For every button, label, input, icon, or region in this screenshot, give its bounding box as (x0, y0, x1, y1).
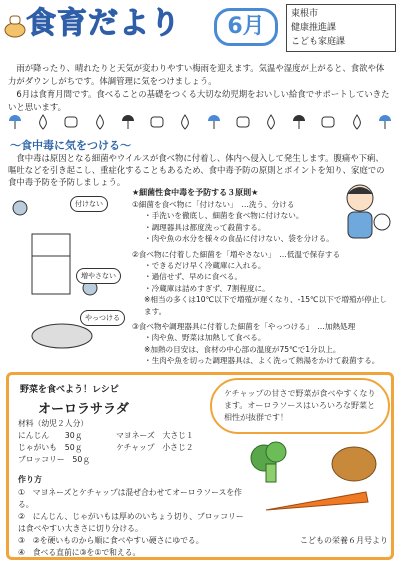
step: ④ 食べる直前に③を①で和える。 (18, 548, 141, 557)
step: ② にんじん、じゃがいもは厚めのいちょう切り、ブロッコリーは食べやすい大きさに切り分ける。 (18, 512, 244, 533)
pot-icon (4, 12, 26, 38)
step: ① マヨネーズとケチャップは混ぜ合わせてオーロラソースを作る。 (18, 488, 242, 509)
bread-icon (150, 114, 164, 128)
recipe-tip-bubble: ケチャップの甘さで野菜が食べやすくなります。オーロラソースはいろいろな野菜と相性が抜群です！ (210, 378, 390, 434)
ingredient: にんじん 30ｇ (18, 431, 83, 440)
rule-item: ・肉や魚の水分を様々の食品に付けない、袋を分ける。 (144, 234, 334, 244)
ingredient: ブロッコリー 50ｇ (18, 455, 91, 464)
recipe-title: オーロラサラダ (38, 402, 129, 417)
drop-icon (265, 114, 277, 130)
rules-list (132, 199, 394, 367)
drop-icon (37, 114, 49, 130)
month-badge: 6月 (214, 8, 278, 46)
ingredient: ケチャップ 小さじ２ (116, 443, 194, 452)
rule-head: ③食べ物や調理器具に付着した細菌を「やっつける」 …加熱処理 (132, 322, 356, 332)
rule-item: ・生肉や魚を切った調理器具は、よく洗って熱湯をかけて殺菌する。 (144, 356, 380, 366)
rule-item: ・過信せず、早めに食べる。 (144, 272, 243, 282)
ingredient: マヨネーズ 大さじ１ (116, 431, 194, 440)
bread-icon (64, 114, 78, 128)
umbrella-icon (121, 114, 135, 130)
source-credit: こどもの栄養６月号より (300, 536, 388, 545)
drop-icon (94, 114, 106, 130)
drop-icon (179, 114, 191, 130)
recipe-steps (18, 487, 248, 559)
umbrella-icon (292, 114, 306, 130)
prevention-illustration (10, 188, 128, 358)
recipe-ingredients (18, 418, 194, 466)
rules-title: ★細菌性食中毒を予防する３原則★ (132, 188, 259, 197)
label-dont-attach: 付けない (70, 196, 108, 212)
umbrella-icon (378, 114, 392, 130)
rule-item: ※相当の多くは10℃以下で増殖が遅くなり、-15℃以下で増殖が停止します。 (144, 295, 387, 316)
intro-text (8, 62, 392, 114)
drop-icon (351, 114, 363, 130)
rule-item: ・肉や魚、野菜は加熱して食べる。 (144, 333, 266, 343)
section-title: ～食中毒に気をつける～ (10, 139, 131, 152)
rule-head: ②食べ物に付着した細菌を「増やさない」 …低温で保存する (132, 249, 341, 259)
steps-head: 作り方 (18, 475, 42, 484)
rule-item: ・調理器具は都度洗って殺菌する。 (144, 222, 266, 232)
rule-item: ・手洗いを徹底し、細菌を食べ物に付けない。 (144, 211, 304, 221)
rule-item: ・できるだけ早く冷蔵庫に入れる。 (144, 261, 266, 271)
issuer-box (286, 4, 396, 52)
vegetables-illustration (246, 440, 394, 534)
section-body: 食中毒は原因となる細菌やウイルスが食べ物に付着し、体内へ侵入して発生します。腹痛や下痢、嘔吐などを引き起こし、重症化することもあるため、食中毒予防の原則とポイントを知り、家庭での食中毒予防を予防しましょう。 (8, 153, 385, 187)
rule-item: ※加熱の目安は、食材の中心部の温度が75℃で1分以上。 (144, 344, 341, 354)
umbrella-icon (207, 114, 221, 130)
intro-paragraph: 6月は食育月間です。食べることの基礎をつくる大切な幼児期をおいしい給食でサポートしていきたいと思います。 (8, 89, 390, 112)
intro-paragraph: 雨が降ったり、晴れたりと天気が変わりやすい梅雨を迎えます。気温や湿度が上がると、食欲や体力がダウンしがちです。体調管理に気をつけましょう。 (8, 63, 385, 86)
ingredients-head: 材料（幼児２人分） (18, 419, 89, 428)
issuer-line: 東根市 (291, 9, 319, 19)
bread-icon (236, 114, 250, 128)
issuer-line: 健康推進課 (291, 23, 337, 33)
recipe-kicker: 野菜を食べよう！レシピ (20, 385, 119, 395)
rule-head: ①細菌を食べ物に「付けない」 …洗う、分ける (132, 200, 295, 209)
label-kill: やっつける (80, 310, 125, 326)
page-title: 食育だより (26, 6, 181, 41)
bread-icon (321, 114, 335, 128)
label-dont-multiply: 増やさない (76, 268, 121, 284)
issuer-line: こども家庭課 (291, 37, 346, 47)
step: ③ ②を硬いものから順に食べやすい硬さにゆでる。 (18, 536, 204, 545)
decorative-row (8, 114, 392, 132)
rule-item: ・冷蔵庫は詰めすぎず、7割程度に。 (144, 283, 270, 293)
ingredient: じゃがいも 50ｇ (18, 443, 83, 452)
umbrella-icon (8, 114, 22, 130)
